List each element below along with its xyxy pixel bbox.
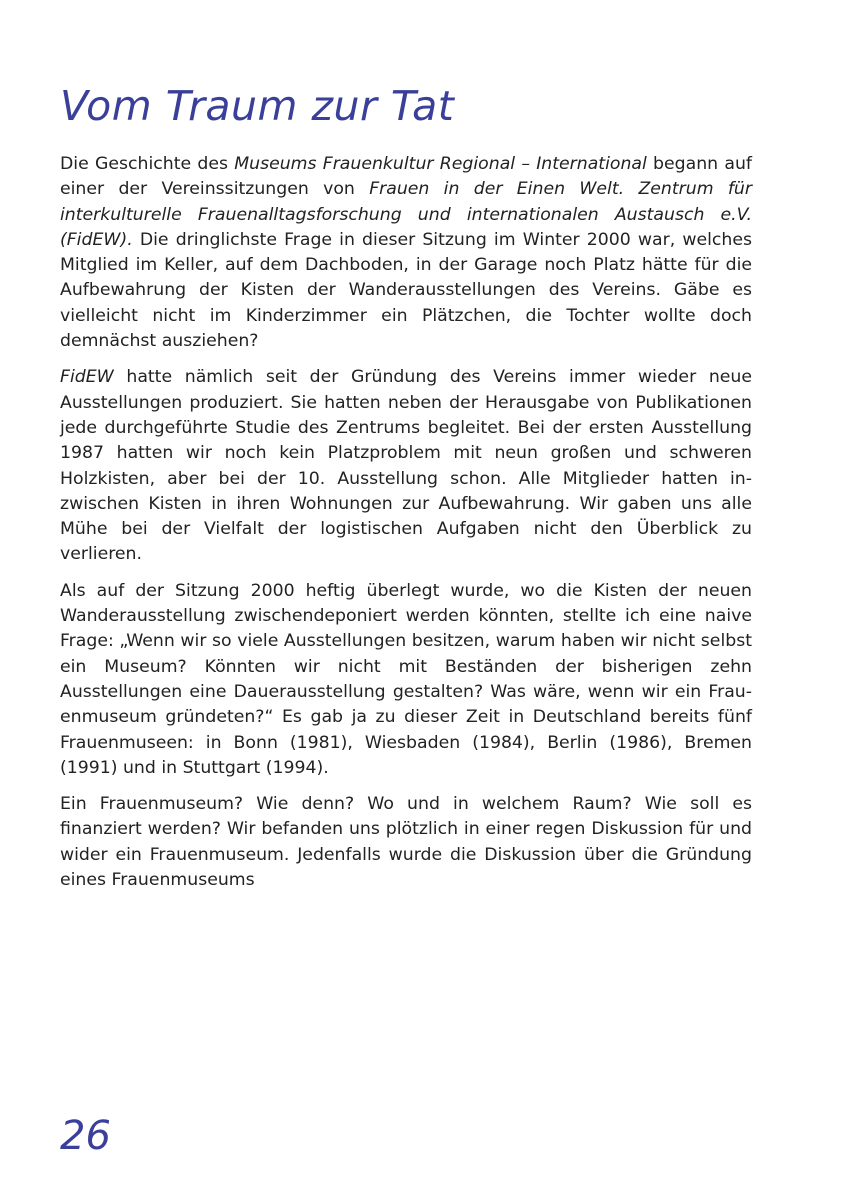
- paragraph-1-text-b: begann auf einer der Vereinssitzungen von: [60, 154, 752, 200]
- paragraph-4-text: Ein Frauenmuseum? Wie denn? Wo und in welchem Raum? Wie soll es finanziert werden? Wir befanden uns plötzlich in einer regen Diskussion für und wider ein Frauenmuseum. Jedenfalls wurde die Diskussion über die Gründung eines Frauenmuseums: [60, 794, 752, 891]
- body-text: [60, 152, 752, 904]
- paragraph-2: [60, 365, 752, 567]
- page-number: 26: [60, 1113, 111, 1159]
- museum-name-italic: Museums Frauenkultur Regional – International: [234, 154, 647, 174]
- paragraph-3-text: Als auf der Sitzung 2000 heftig überlegt wurde, wo die Kisten der neuen Wanderausstellung zwischendeponiert werden könnten, stellte ich eine naive Frage: „Wenn wir so viele Ausstellungen besitzen, warum haben wir nicht selbst ein Museum? Könnten wir nicht mit Beständen der bisherigen zehn Ausstellungen eine Dauerausstellung gestalten? Was wäre, wenn wir ein Frauenmuseum gründeten?“ Es gab ja zu dieser Zeit in Deutschland bereits fünf Frauenmuseen: in Bonn (1981), Wiesbaden (1984), Berlin (1986), Bremen (1991) und in Stuttgart (1994).: [60, 580, 752, 778]
- association-name-italic: Frauen in der Einen Welt. Zentrum für interkulturelle Frauenalltagsforschung und internationalen Austausch e.V. (FidEW).: [60, 179, 752, 250]
- paragraph-1: [60, 152, 752, 354]
- page-title: Vom Traum zur Tat: [60, 82, 455, 130]
- fidew-italic: FidEW: [60, 367, 114, 388]
- paragraph-2-text: hatte nämlich seit der Gründung des Vereins immer wieder neue Ausstellungen produziert. Sie hatten neben der Herausgabe von Publikationen jede durchgeführte Studie des Zentrums begleitet. Bei der ersten Ausstellung 1987 hatten wir noch kein Platzproblem mit neun großen und schweren Holzkisten, aber bei der 10. Ausstellung schon. Alle Mitglieder hatten inzwischen Kisten in ihren Wohnungen zur Aufbewahrung. Wir gaben uns alle Mühe bei der Vielfalt der logistischen Aufgaben nicht den Überblick zu verlieren.: [60, 367, 752, 565]
- paragraph-1-text-c: Die dringlichste Frage in dieser Sitzung im Winter 2000 war, welches Mitglied im Keller, auf dem Dachboden, in der Garage noch Platz hätte für die Aufbewahrung der Kisten der Wanderausstellungen des Vereins. Gäbe es vielleicht nicht im Kinderzimmer ein Plätzchen, die Tochter wollte doch demnächst ausziehen?: [60, 229, 752, 352]
- paragraph-3: [60, 579, 752, 781]
- paragraph-1-text-a: Die Geschichte des: [60, 154, 235, 174]
- paragraph-4: [60, 792, 752, 893]
